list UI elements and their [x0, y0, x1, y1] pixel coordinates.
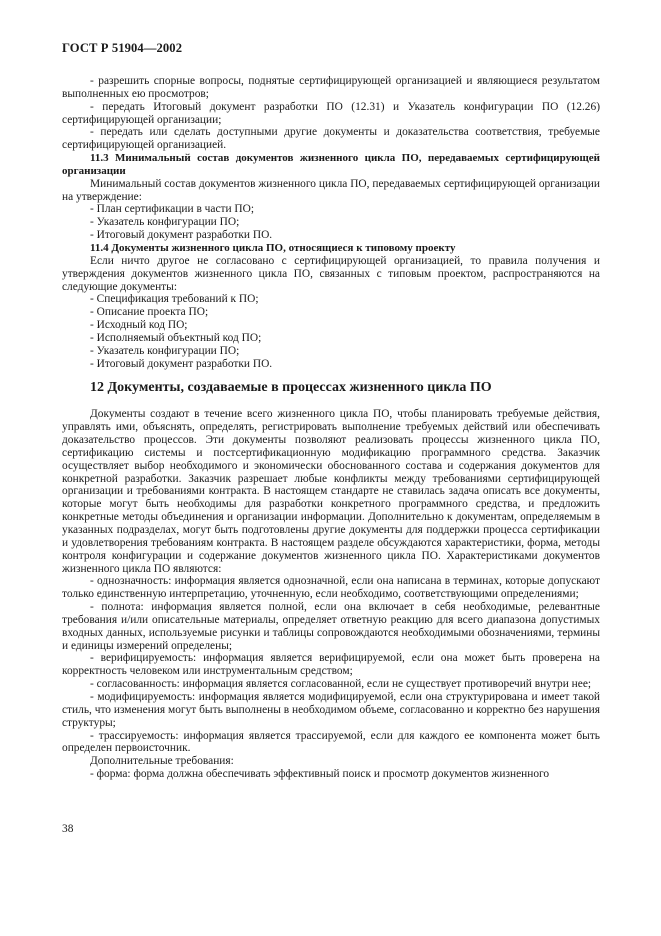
paragraph: Если ничто другое не согласовано с сертифицирующей организацией, то правила получения и утверждения документов жизненного цикла ПО, связанных с типовым проектом, распространяются на следующие документы: [62, 254, 600, 293]
paragraph: - форма: форма должна обеспечивать эффективный поиск и просмотр документов жизненного [90, 768, 550, 781]
list-item: - Описание проекта ПО; [90, 306, 209, 319]
page-number: 38 [62, 823, 74, 835]
paragraph: - передать Итоговый документ разработки ПО (12.31) и Указатель конфигурации ПО (12.26) сертифицирующей организации; [62, 100, 600, 126]
section-heading-12: 12 Документы, создаваемые в процессах жизненного цикла ПО [90, 380, 492, 396]
paragraph: Дополнительные требования: [90, 755, 234, 768]
subsection-heading-11-4: 11.4 Документы жизненного цикла ПО, относящиеся к типовому проекту [90, 241, 456, 254]
paragraph: - модифицируемость: информация является модифицируемой, если она структурирована и имеет такой стиль, что изменения могут быть выполнены в необходимом объеме, согласованно и корректно без нарушения структуры; [62, 690, 600, 729]
list-item: - Исходный код ПО; [90, 319, 188, 332]
paragraph: Минимальный состав документов жизненного цикла ПО, передаваемых сертифицирующей организации на утверждение: [62, 177, 600, 203]
paragraph: - верифицируемость: информация является верифицируемой, если она может быть проверена на корректность человеком или инструментальным средством; [62, 652, 600, 678]
list-item: - Итоговый документ разработки ПО. [90, 229, 273, 242]
subsection-heading-11-3: 11.3 Минимальный состав документов жизненного цикла ПО, передаваемых сертифицирующей организации [62, 152, 600, 177]
list-item: - Спецификация требований к ПО; [90, 293, 259, 306]
list-item: - Указатель конфигурации ПО; [90, 344, 240, 357]
document-body [62, 75, 600, 781]
paragraph: - трассируемость: информация является трассируемой, если для каждого ее компонента может быть определен первоисточник. [62, 729, 600, 755]
paragraph: - полнота: информация является полной, если она включает в себя необходимые, релевантные требования и/или описательные материалы, определяет ответную реакцию для всего диапазона допустимых входных данных, используемые рисунки и таблицы сопровождаются необходимыми обозначениями, термины и единицы измерений определены; [62, 601, 600, 652]
paragraph: - однозначность: информация является однозначной, если она написана в терминах, которые допускают только единственную интерпретацию, уточненную, если необходимо, соответствующими определениями; [62, 575, 600, 601]
paragraph: Документы создают в течение всего жизненного цикла ПО, чтобы планировать требуемые действия, управлять ими, объяснять, определять, регистрировать выполнение требуемых действий или обеспечивать доказательство процессов. Эти документы позволяют реализовать процессы жизненного цикла ПО, сертификацию системы и постсертификационную модификацию программного средства. Заказчик осуществляет выбор необходимого и экономически обоснованного состава и содержания документов для конкретной разработки. Заказчик разрешает любые конфликты между требованиями сертифицирующей организации и требованиями контракта. В настоящем стандарте не ставилась задача описать все документы, которые могут быть необходимы для разработки конкретного программного средства, и предложить конкретные методы объединения и организации информации. Дополнительно к документам, определяемым в указанных подразделах, могут быть подготовлены другие документы для поддержки процесса сертификации и удовлетворения требованиям контракта. В настоящем разделе обсуждаются характеристики, форма, методы контроля конфигурации и содержание документов жизненного цикла ПО. Характеристиками документов жизненного цикла ПО являются: [62, 408, 600, 575]
list-item: - Исполняемый объектный код ПО; [90, 331, 262, 344]
list-item: - Итоговый документ разработки ПО. [90, 357, 273, 370]
paragraph: - разрешить спорные вопросы, поднятые сертифицирующей организацией и являющиеся результатом выполненных ею просмотров; [62, 75, 600, 100]
list-item: - Указатель конфигурации ПО; [90, 216, 240, 229]
paragraph: - согласованность: информация является согласованной, если не существует противоречий внутри нее; [90, 678, 592, 691]
document-header: ГОСТ Р 51904—2002 [62, 41, 183, 55]
list-item: - План сертификации в части ПО; [90, 203, 255, 216]
paragraph: - передать или сделать доступными другие документы и доказательства соответствия, требуемые сертифицирующей организацией. [62, 126, 600, 152]
